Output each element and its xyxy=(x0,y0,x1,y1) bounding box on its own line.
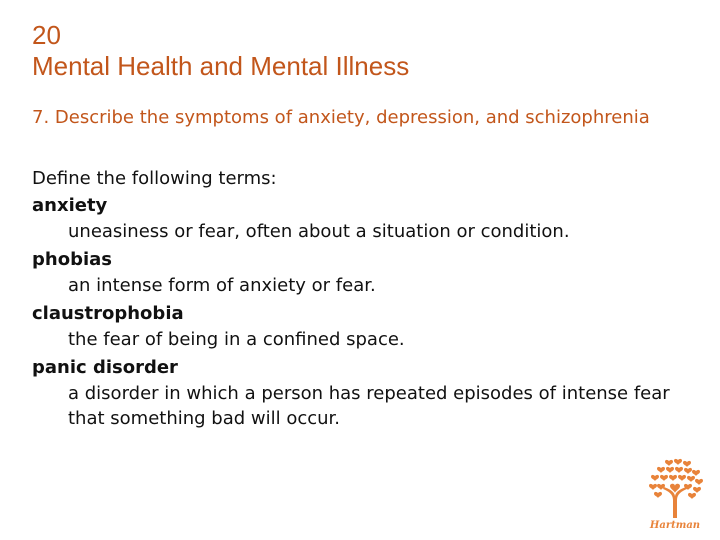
term-phobias: phobias xyxy=(32,249,112,270)
term-panic-disorder: panic disorder xyxy=(32,357,178,378)
heart-tree-logo-icon xyxy=(640,456,710,532)
logo-wordmark: Hartman xyxy=(649,520,701,531)
term-claustrophobia: claustrophobia xyxy=(32,303,184,324)
definitions-section xyxy=(32,165,702,433)
definition-phobias: an intense form of anxiety or fear. xyxy=(68,275,376,296)
chapter-name: Mental Health and Mental Illness xyxy=(32,51,410,81)
definition-claustrophobia: the fear of being in a confined space. xyxy=(68,329,405,350)
definitions-intro: Define the following terms: xyxy=(32,168,277,189)
chapter-number: 20 xyxy=(32,20,61,50)
learning-objective: 7. Describe the symptoms of anxiety, depression, and schizophrenia xyxy=(32,107,650,128)
term-anxiety: anxiety xyxy=(32,195,108,216)
chapter-title xyxy=(32,20,409,82)
definition-panic-disorder: a disorder in which a person has repeated episodes of intense fear that something bad will occur. xyxy=(68,383,670,429)
definition-anxiety: uneasiness or fear, often about a situation or condition. xyxy=(68,221,570,242)
